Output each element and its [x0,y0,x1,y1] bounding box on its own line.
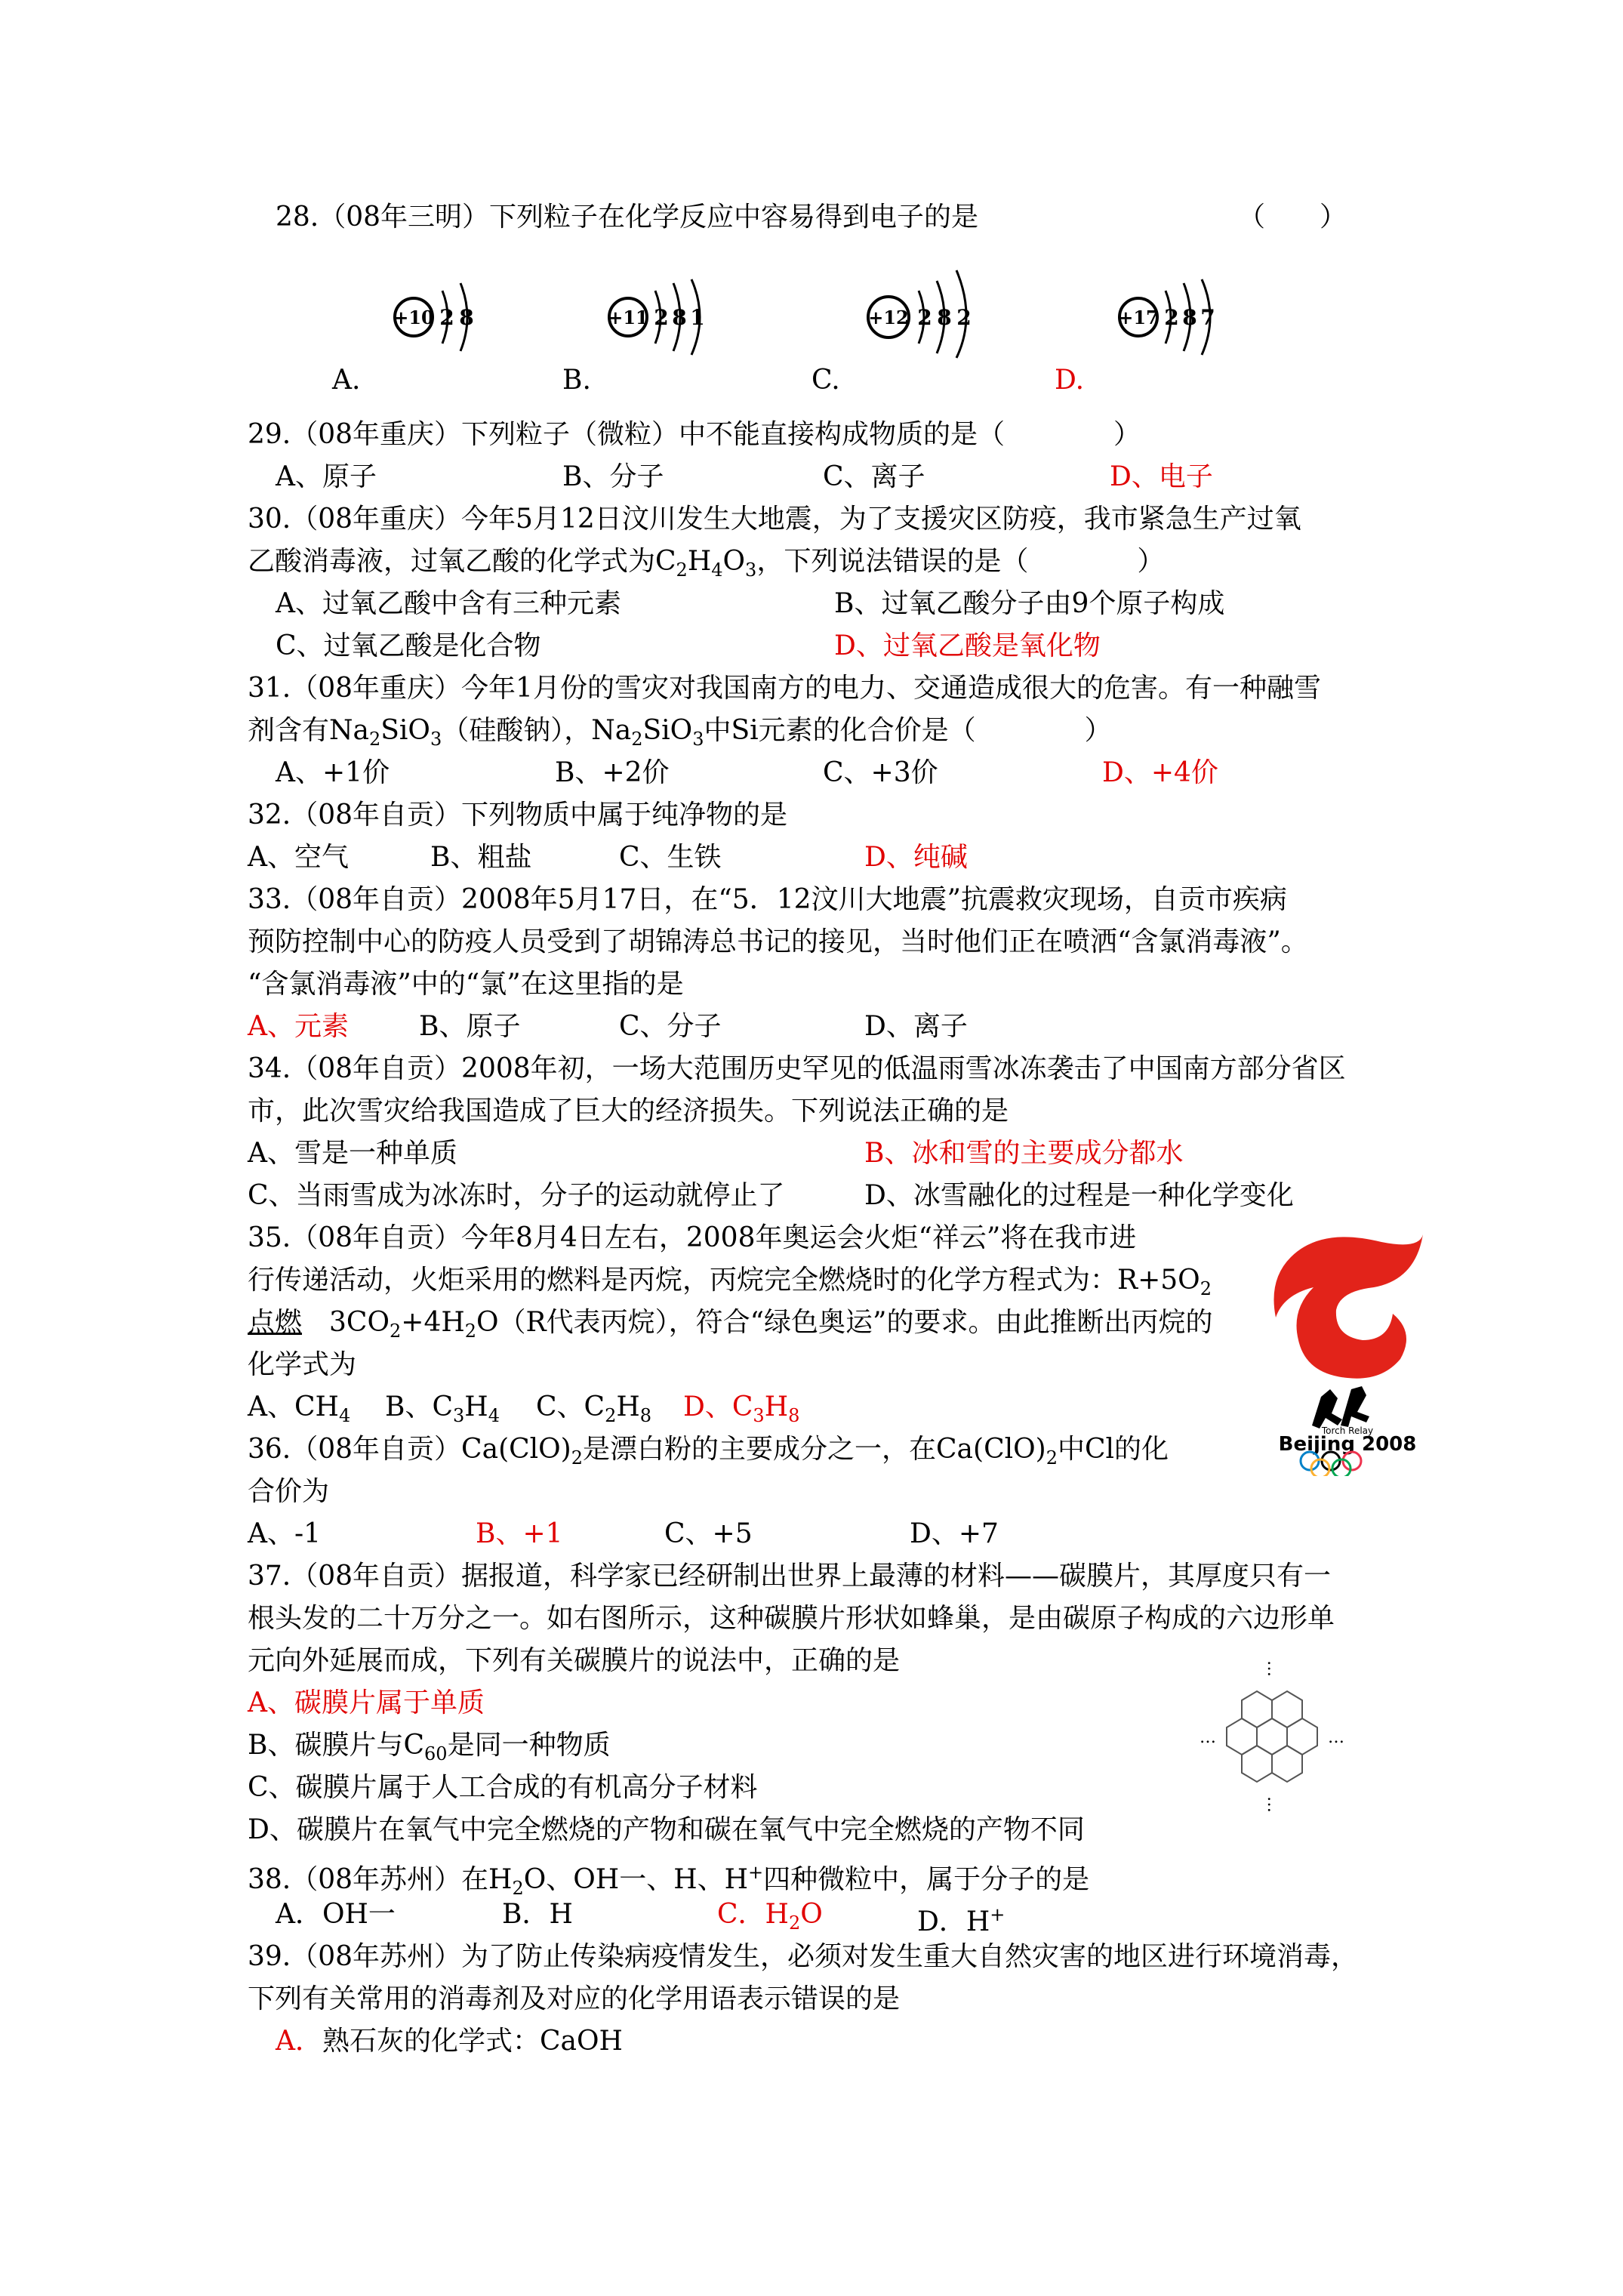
q36-line1: 36.（08年自贡）$Ca(ClO)_2$是漂白粉的主要成分之一，在$Ca(ClO)_2$中Cl的化 [248,1434,1169,1469]
hex-dots-bottom: … [1264,1796,1283,1813]
q35-option-c: C、$C_2H_8$ [536,1391,652,1427]
q28-answer-bracket: （ ） [1238,202,1347,233]
q29-option-b: B、分子 [562,461,664,492]
q33-option-a-answer: A、元素 [248,1011,349,1042]
q32-option-b: B、粗盐 [430,842,532,873]
q34-line1: 34.（08年自贡）2008年初，一场大范围历史罕见的低温雨雪冰冻袭击了中国南方部分省区 [248,1053,1346,1084]
q33-option-d: D、离子 [864,1011,968,1042]
q36-option-a: A、-1 [248,1518,322,1549]
q36-option-b-answer: B、+1 [476,1518,563,1549]
q35-line3: 点燃 $3CO_2+4H_2O(R$代表丙烷），符合“绿色奥运”的要求。由此推断出丙烷的 [248,1307,1213,1342]
logo-torch-relay-text: Torch Relay [1321,1425,1374,1436]
svg-text:2: 2 [1164,305,1179,330]
q38-stem: 38.（08年苏州）在$H_2O$、OH一、H、H+四种微粒中，属于分子的是 [248,1862,1090,1900]
svg-text:2: 2 [956,305,972,330]
q32-option-c: C、生铁 [619,842,722,873]
q35-line4: 化学式为 [248,1349,357,1380]
q37-option-c: C、碳膜片属于人工合成的有机高分子材料 [248,1772,758,1803]
svg-text:+12: +12 [868,307,909,328]
q35-option-a: A、$CH_4$ [248,1391,351,1427]
beijing-2008-torch-relay-logo [1268,1227,1427,1479]
svg-text:1: 1 [690,305,705,330]
q38-option-d: D．H+ [917,1904,1006,1937]
q32-stem: 32.（08年自贡）下列物质中属于纯净物的是 [248,800,788,831]
q30-option-d-answer: D、过氧乙酸是氧化物 [834,630,1101,661]
atom-diagram-d [1116,272,1244,358]
svg-text:2: 2 [439,305,454,330]
q39-option-a: A．熟石灰的化学式：CaOH [276,2026,623,2057]
q37-option-a-answer: A、碳膜片属于单质 [248,1687,485,1718]
q36-option-c: C、+5 [664,1518,753,1549]
q31-option-c: C、+3价 [823,757,938,788]
q39-line2: 下列有关常用的消毒剂及对应的化学用语表示错误的是 [248,1983,901,2014]
q30-line2: 乙酸消毒液，过氧乙酸的化学式为$C_2H_4O_3$，下列说法错误的是（ ） [248,546,1165,581]
q33-option-b: B、原子 [419,1011,521,1042]
q32-option-a: A、空气 [248,842,349,873]
q35-line1: 35.（08年自贡）今年8月4日左右，2008年奥运会火炬“祥云”将在我市进 [248,1222,1137,1253]
q30-option-c: C、过氧乙酸是化合物 [276,630,541,661]
q37-option-b: B、碳膜片与$C_{60}$是同一种物质 [248,1730,611,1765]
q35-option-d-answer: D、$C_3H_8$ [683,1391,800,1427]
q38-option-b: B．H [502,1899,573,1930]
q28-option-b: B. [562,365,591,396]
q29-stem: 29.（08年重庆）下列粒子（微粒）中不能直接构成物质的是（ ） [248,419,1141,450]
svg-text:7: 7 [1200,305,1215,330]
svg-text:+11: +11 [608,307,648,328]
carbon-honeycomb-figure [1193,1661,1366,1853]
atom-diagram-b [605,272,734,358]
q33-option-c: C、分子 [619,1011,722,1042]
q38-option-a: A．OH一 [276,1899,396,1930]
svg-text:+17: +17 [1118,307,1159,328]
svg-text:8: 8 [937,305,952,330]
q31-option-b: B、+2价 [555,757,670,788]
q29-option-d: D、电子 [1110,461,1213,492]
q36-line2: 合价为 [248,1476,330,1507]
atom-diagram-c [863,264,999,358]
svg-text:8: 8 [672,305,687,330]
q29-option-a: A、原子 [276,461,377,492]
q31-option-d-answer: D、+4价 [1102,757,1218,788]
logo-beijing-text: Beijing 2008 [1278,1433,1417,1456]
q35-option-b: B、$C_3H_4$ [385,1391,500,1427]
q34-option-a: A、雪是一种单质 [248,1138,457,1169]
reaction-condition: 点燃 [248,1307,303,1338]
q34-line2: 市，此次雪灾给我国造成了巨大的经济损失。下列说法正确的是 [248,1096,1009,1126]
q39-line1: 39.（08年苏州）为了防止传染病疫情发生，必须对发生重大自然灾害的地区进行环境消毒， [248,1941,1359,1972]
q38-option-c-answer: C．$H_2O$ [717,1899,823,1934]
q32-option-d-answer: D、纯碱 [864,842,968,873]
q30-line1: 30.（08年重庆）今年5月12日汶川发生大地震，为了支援灾区防疫，我市紧急生产过氧 [248,504,1301,535]
atom-a-nucleus: +10 [393,307,434,328]
q37-option-d: D、碳膜片在氧气中完全燃烧的产物和碳在氧气中完全燃烧的产物不同 [248,1814,1085,1845]
q37-line3: 元向外延展而成，下列有关碳膜片的说法中，正确的是 [248,1645,901,1676]
q34-option-d: D、冰雪融化的过程是一种化学变化 [864,1180,1294,1211]
q36-option-d: D、+7 [910,1518,999,1549]
q31-option-a: A、+1价 [276,757,390,788]
svg-text:2: 2 [917,305,932,330]
q34-option-b-answer: B、冰和雪的主要成分都水 [864,1138,1184,1169]
q31-line1: 31.（08年重庆）今年1月份的雪灾对我国南方的电力、交通造成很大的危害。有一种融雪 [248,673,1321,704]
q34-option-c: C、当雨雪成为冰冻时，分子的运动就停止了 [248,1180,785,1211]
q29-option-c: C、离子 [823,461,925,492]
svg-text:2: 2 [654,305,669,330]
q37-line1: 37.（08年自贡）据报道，科学家已经研制出世界上最薄的材料——碳膜片，其厚度只有一 [248,1561,1332,1592]
hex-dots-left: … [1200,1728,1216,1747]
q28-option-d-answer: D. [1055,365,1085,396]
q33-line1: 33.（08年自贡）2008年5月17日，在“5．12汶川大地震”抗震救灾现场，自贡市疾病 [248,884,1287,915]
atom-diagram-a [391,272,504,358]
q30-option-a: A、过氧乙酸中含有三种元素 [276,588,621,619]
q30-option-b: B、过氧乙酸分子由9个原子构成 [834,588,1225,619]
hex-dots-top: … [1264,1661,1283,1677]
q33-line2: 预防控制中心的防疫人员受到了胡锦涛总书记的接见，当时他们正在喷洒“含氯消毒液”。 [248,926,1308,957]
q28-option-a: A. [332,365,361,396]
q28-option-c: C. [812,365,840,396]
q28-stem: 28.（08年三明）下列粒子在化学反应中容易得到电子的是 [276,202,979,233]
hex-dots-right: … [1328,1728,1344,1747]
svg-text:8: 8 [459,305,474,330]
svg-text:8: 8 [1182,305,1197,330]
q35-line2: 行传递活动，火炬采用的燃料是丙烷，丙烷完全燃烧时的化学方程式为：$R+5O_2$ [248,1265,1212,1300]
q33-line3: “含氯消毒液”中的“氯”在这里指的是 [248,969,684,1000]
q37-line2: 根头发的二十万分之一。如右图所示，这种碳膜片形状如蜂巢，是由碳原子构成的六边形单 [248,1603,1335,1634]
q31-line2: 剂含有$Na_2SiO_3$（硅酸钠），$Na_2SiO_3$中Si元素的化合价是（ ） [248,715,1112,750]
